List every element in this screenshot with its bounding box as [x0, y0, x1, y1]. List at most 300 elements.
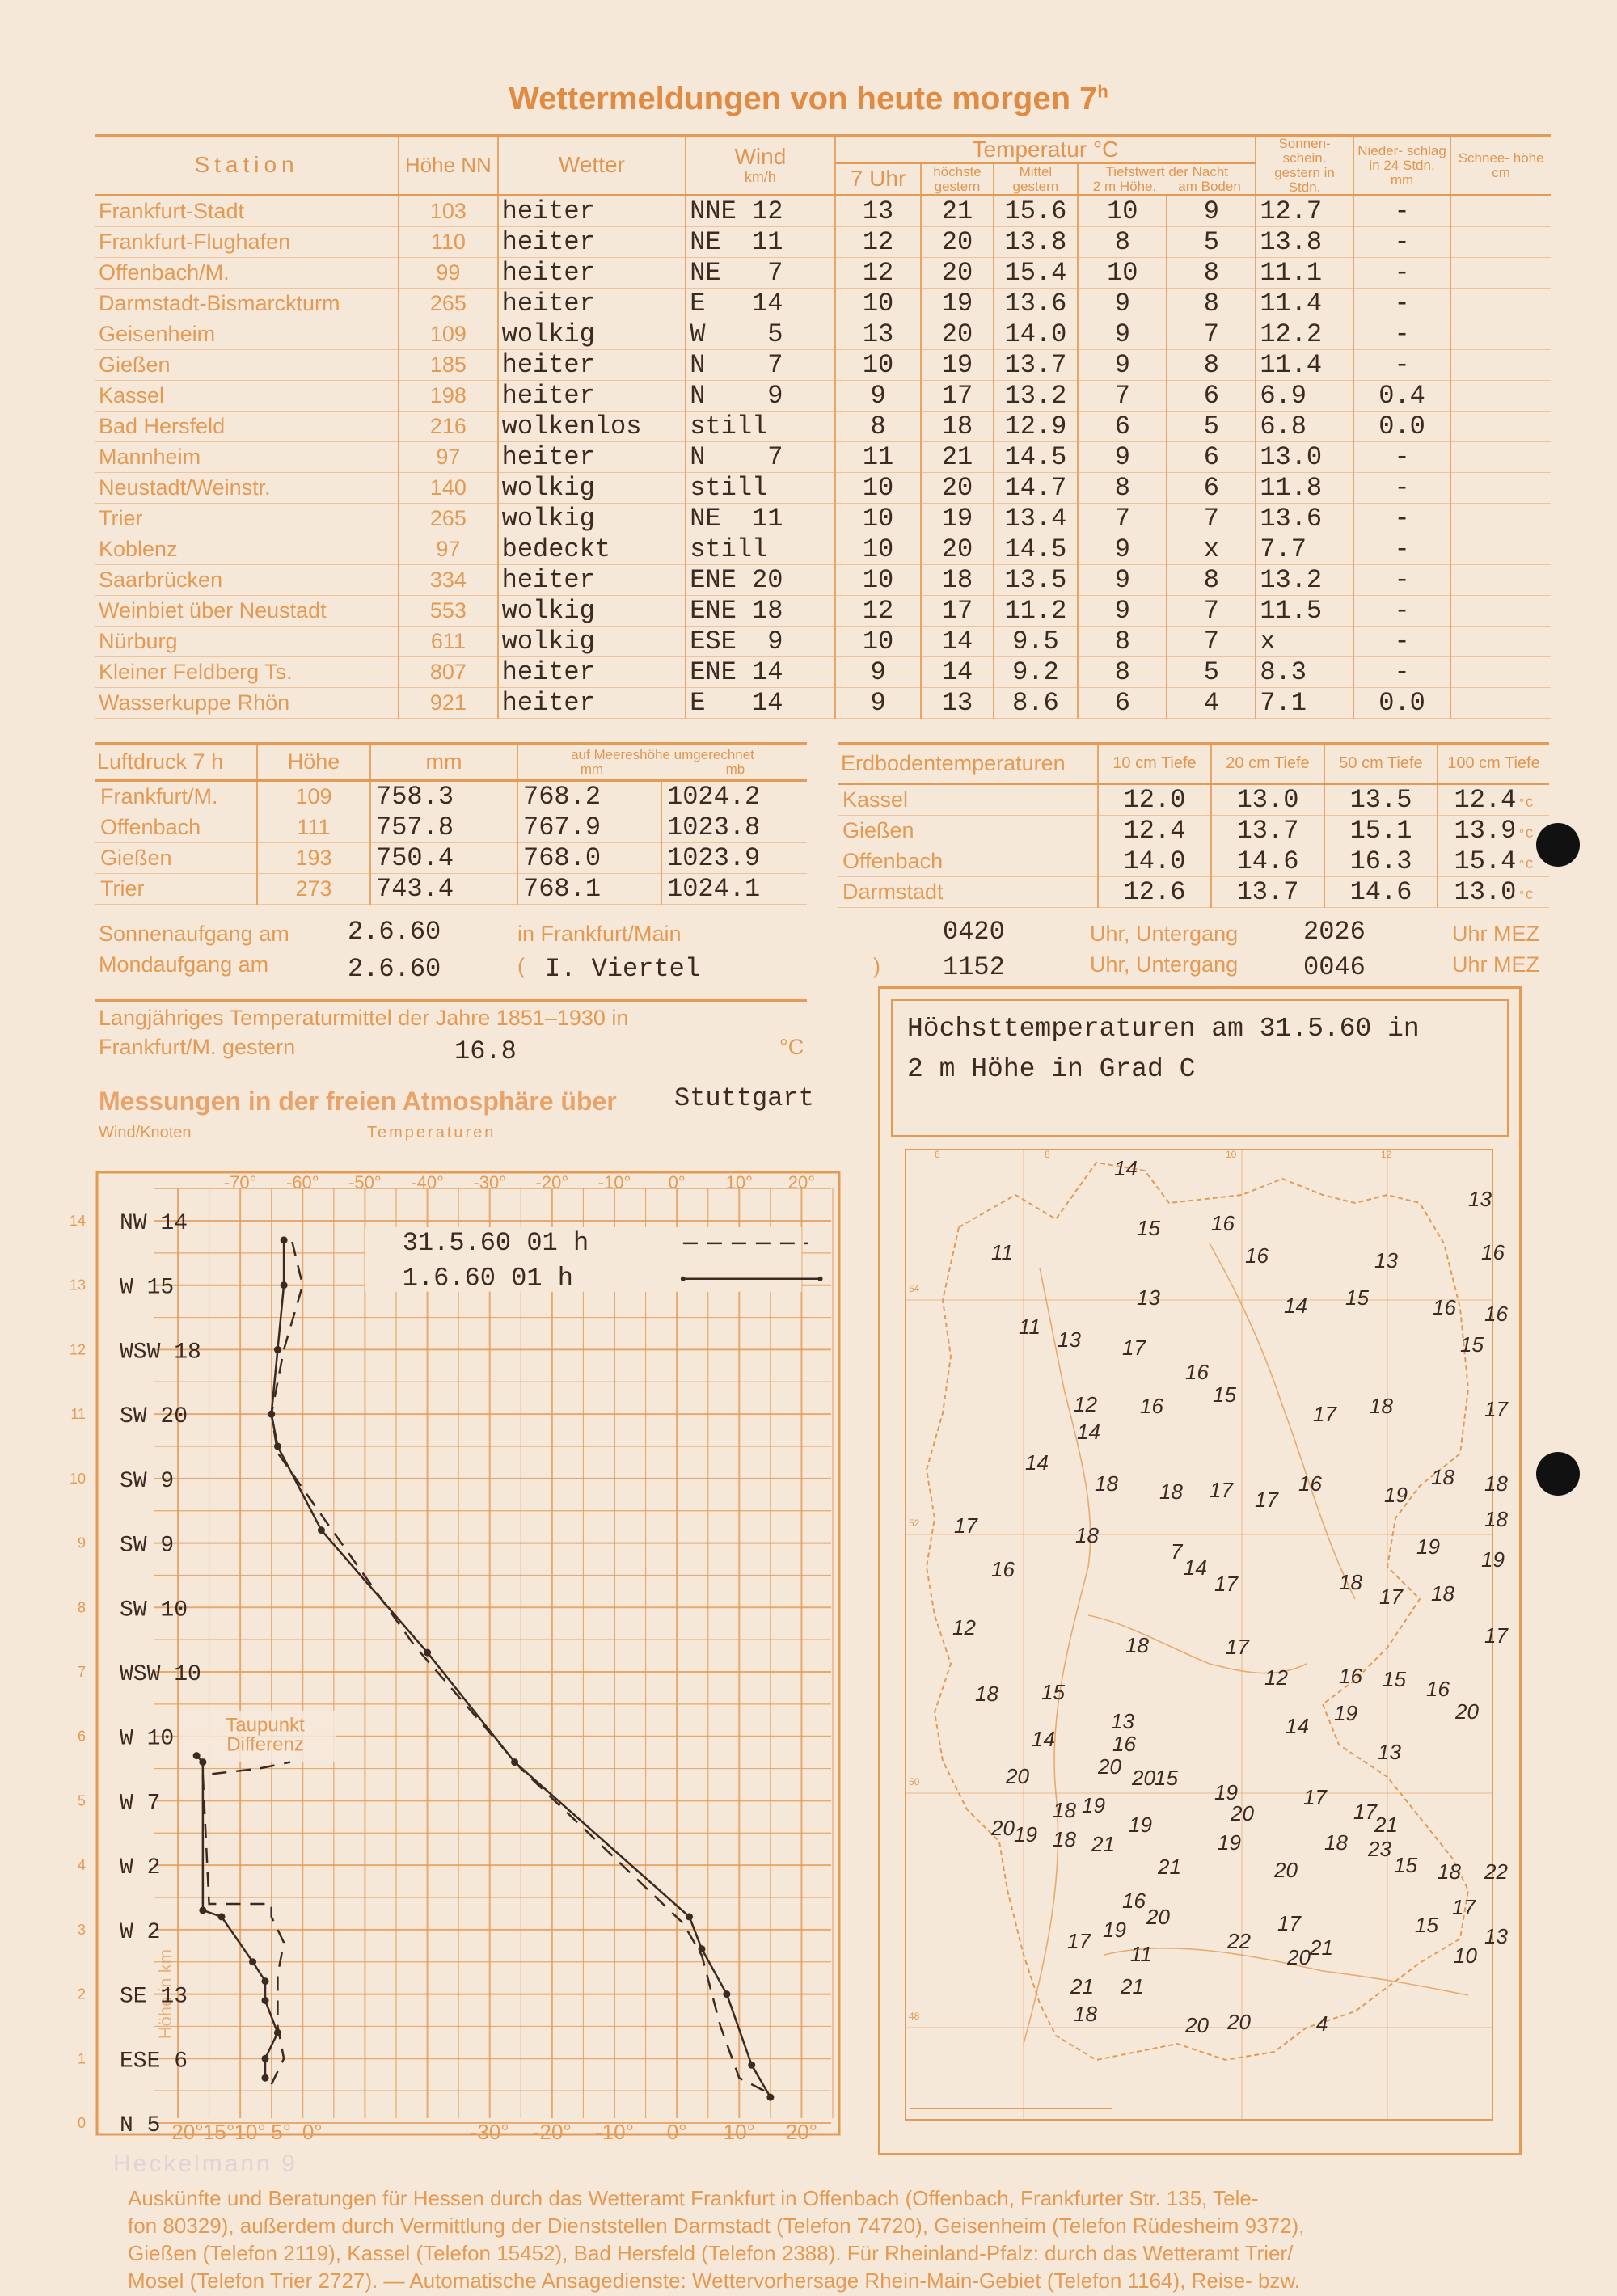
station-minground: x [1167, 534, 1256, 565]
map-temperature-value: 18 [1159, 1479, 1183, 1504]
page-title [0, 81, 1617, 117]
station-wind: ENE 14 [686, 657, 834, 688]
station-rain: - [1353, 504, 1450, 534]
map-lat-tick: 48 [909, 2011, 920, 2022]
soil-unit: °C [1518, 858, 1534, 872]
tiefst-2m: 2 m Höhe, [1092, 178, 1157, 194]
station-mean: 14.0 [994, 319, 1079, 350]
station-sun: 12.2 [1256, 319, 1353, 350]
station-wind: W 5 [686, 319, 834, 350]
station-rain: 0.4 [1353, 381, 1450, 412]
soil-d100: 13.9 °C [1454, 816, 1534, 846]
top-tick-label: -60° [285, 1172, 319, 1192]
map-title-2: 2 m Höhe in Grad C [907, 1054, 1196, 1084]
top-tick-label: -30° [473, 1172, 507, 1192]
station-weather: heiter [498, 196, 686, 227]
station-name: Nürburg [95, 627, 399, 657]
map-temperature-value: 16 [1140, 1394, 1163, 1418]
top-tick-label: -50° [348, 1172, 382, 1192]
station-min2m: 9 [1078, 319, 1167, 350]
height-tick: 2 [77, 1986, 86, 2003]
station-weather: heiter [498, 442, 686, 473]
map-temperature-value: 15 [1345, 1285, 1369, 1310]
station-snow [1450, 534, 1551, 565]
map-temperature-value: 14 [1184, 1555, 1207, 1580]
wind-label: W 7 [120, 1791, 161, 1817]
map-temperature-value: 17 [1277, 1911, 1301, 1935]
map-temperature-value: 18 [1095, 1471, 1118, 1496]
station-weather: heiter [498, 350, 686, 381]
map-temperature-value: 16 [1481, 1240, 1505, 1264]
map-temperature-value: 16 [1245, 1243, 1269, 1268]
station-t7: 13 [835, 196, 922, 227]
top-tick-label: -20° [535, 1172, 569, 1192]
map-temperature-value: 17 [1379, 1585, 1403, 1609]
map-temperature-value: 16 [1339, 1664, 1362, 1688]
map-temperature-value: 19 [1481, 1547, 1505, 1572]
map-temperature-value: 21 [1310, 1935, 1333, 1960]
station-mean: 14.5 [994, 442, 1079, 473]
station-snow [1450, 504, 1551, 534]
col-hoechste: höchste gestern [921, 163, 993, 196]
pressure-mm: mm [370, 744, 517, 781]
station-min2m: 9 [1078, 534, 1167, 565]
station-row [95, 565, 1551, 596]
map-temperature-value: 14 [1032, 1727, 1055, 1751]
map-temperature-value: 16 [1433, 1295, 1456, 1319]
map-temperature-value: 12 [1264, 1665, 1288, 1690]
station-height: 921 [399, 688, 498, 719]
station-sun: 11.5 [1256, 596, 1353, 627]
map-temperature-value: 15 [1460, 1332, 1484, 1357]
longterm-line1: Langjähriges Temperaturmittel der Jahre 1851–1930 in [99, 1006, 629, 1030]
map-temperature-value: 16 [1211, 1211, 1235, 1235]
station-sun: 8.3 [1256, 657, 1353, 688]
station-sun: 6.9 [1256, 381, 1353, 412]
map-temperature-value: 20 [1132, 1766, 1155, 1790]
map-temperature-value: 20 [1227, 2010, 1251, 2034]
map-temperature-value: 15 [1155, 1766, 1178, 1790]
series-point [262, 1997, 269, 2004]
station-t7: 10 [835, 627, 922, 657]
station-max: 13 [921, 688, 993, 719]
bottom-dew-tick: 10° [234, 2120, 266, 2144]
height-tick: 8 [77, 1599, 86, 1616]
station-sun: 7.1 [1256, 688, 1353, 719]
station-sun: 11.4 [1256, 289, 1353, 319]
station-mean: 12.9 [994, 412, 1079, 442]
moon-open: ( [517, 954, 525, 978]
map-temperature-value: 21 [1158, 1855, 1181, 1879]
bottom-temp-tick: -30° [470, 2120, 509, 2144]
station-name: Saarbrücken [95, 565, 399, 596]
map-temperature-value: 20 [1231, 1801, 1254, 1825]
soil-name: Kassel [838, 784, 1098, 816]
station-minground: 6 [1167, 381, 1256, 412]
map-river-rhine [1024, 1268, 1091, 2044]
station-t7: 10 [835, 289, 922, 319]
map-lat-tick: 50 [909, 1776, 920, 1787]
map-temperature-value: 23 [1368, 1837, 1391, 1861]
bottom-dew-tick: 20° [171, 2120, 204, 2144]
station-snow [1450, 227, 1551, 258]
map-temperature-value: 16 [1484, 1302, 1508, 1326]
station-t7: 10 [835, 473, 922, 504]
station-snow [1450, 565, 1551, 596]
moon-label: Mondaufgang am [99, 952, 269, 977]
station-snow [1450, 196, 1551, 227]
height-tick: 14 [69, 1213, 86, 1229]
map-temperature-value: 18 [1074, 2002, 1097, 2026]
station-height: 265 [399, 504, 498, 534]
pressure-mm: 750.4 [370, 843, 517, 874]
station-wind: N 7 [686, 442, 834, 473]
station-t7: 10 [835, 565, 922, 596]
pressure-sea-mm: mm [580, 761, 604, 777]
station-rain: - [1353, 258, 1450, 289]
series-point [262, 1977, 269, 1985]
height-tick: 1 [77, 2050, 86, 2067]
map-temperature-value: 18 [1431, 1581, 1454, 1606]
series-point [274, 1346, 281, 1353]
series-point [281, 1236, 288, 1243]
moon-date: 2.6.60 [348, 954, 441, 984]
station-wind: NE 11 [686, 504, 834, 534]
map-temperature-value: 17 [1484, 1623, 1508, 1648]
bottom-temp-tick: 0° [666, 2120, 687, 2144]
station-wind: still [686, 412, 834, 442]
station-height: 611 [399, 627, 498, 657]
moon-rise: 1152 [943, 952, 1005, 982]
soil-row [838, 846, 1549, 877]
map-temperature-value: 12 [1074, 1392, 1097, 1416]
soil-d100: 12.4 °C [1454, 785, 1534, 815]
station-snow [1450, 412, 1551, 442]
pressure-mb: 1024.2 [667, 782, 761, 812]
soil-unit: °C [1518, 888, 1534, 903]
wind-label: W 10 [120, 1726, 175, 1752]
top-tick-label: 0° [668, 1172, 686, 1192]
station-min2m: 8 [1078, 657, 1167, 688]
station-minground: 8 [1167, 350, 1256, 381]
station-min2m: 9 [1078, 442, 1167, 473]
station-weather: heiter [498, 565, 686, 596]
station-min2m: 6 [1078, 412, 1167, 442]
moon-set-label: Uhr, Untergang [1090, 952, 1239, 977]
station-rain: - [1353, 565, 1450, 596]
station-minground: 4 [1167, 688, 1256, 719]
map-temperature-value: 18 [1438, 1859, 1461, 1884]
station-max: 20 [921, 473, 993, 504]
station-min2m: 9 [1078, 565, 1167, 596]
map-lon-tick: 8 [1045, 1149, 1050, 1160]
station-sun: 6.8 [1256, 412, 1353, 442]
station-max: 17 [921, 596, 993, 627]
station-wind: NNE 12 [686, 196, 834, 227]
series-point [511, 1758, 518, 1766]
pressure-mm: 743.4 [370, 874, 517, 905]
series-point [199, 1906, 206, 1914]
dew-label-2: Differenz [226, 1733, 304, 1756]
wind-label: W 2 [120, 1855, 161, 1881]
wind-unit: km/h [744, 169, 776, 186]
series-point [274, 1443, 281, 1450]
pressure-rows [95, 781, 807, 905]
station-min2m: 7 [1078, 504, 1167, 534]
pressure-height: 109 [257, 781, 370, 812]
station-min2m: 9 [1078, 596, 1167, 627]
station-row [95, 473, 1551, 504]
station-t7: 9 [835, 688, 922, 719]
map-temperature-value: 17 [1255, 1488, 1278, 1512]
series-point [199, 1758, 206, 1766]
map-temperature-value: 17 [1313, 1402, 1336, 1426]
station-row [95, 319, 1551, 350]
map-temperature-value: 7 [1171, 1539, 1183, 1564]
station-min2m: 10 [1078, 258, 1167, 289]
map-temperature-value: 18 [1324, 1830, 1348, 1855]
soil-d100: 13.0 °C [1454, 877, 1534, 907]
station-mean: 13.4 [994, 504, 1079, 534]
map-temperature-value: 15 [1137, 1216, 1160, 1240]
map-temperature-value: 20 [1146, 1905, 1170, 1929]
map-temperature-value: 17 [1353, 1800, 1377, 1824]
map-temperature-value: 20 [1006, 1764, 1029, 1788]
station-weather: wolkig [498, 627, 686, 657]
tiefst-boden: am Boden [1178, 178, 1241, 194]
col-tiefst [1078, 163, 1256, 196]
footer-line-4: Mosel (Telefon Trier 2727). — Automatische Ansagedienste: Wettervorhersage Rhein-Main-Gebiet (Telefon 1164), Reise- bzw. [128, 2269, 1300, 2293]
station-height: 216 [399, 412, 498, 442]
station-row [95, 442, 1551, 473]
map-temperature-value: 16 [1185, 1360, 1209, 1384]
bottom-temp-tick: 10° [723, 2120, 755, 2144]
station-wind: ENE 18 [686, 596, 834, 627]
footer-text [128, 2184, 1567, 2294]
map-temperature-value: 16 [1426, 1677, 1450, 1701]
map-temperature-value: 15 [1383, 1667, 1406, 1691]
wind-label: SE 13 [120, 1984, 188, 2010]
map-temperature-value: 20 [1274, 1858, 1298, 1882]
series-point [262, 2055, 269, 2062]
station-height: 97 [399, 534, 498, 565]
station-height: 198 [399, 381, 498, 412]
col-nieder: Nieder- schlag in 24 Stdn. mm [1353, 136, 1450, 196]
station-min2m: 8 [1078, 473, 1167, 504]
station-wind: ENE 20 [686, 565, 834, 596]
station-name: Mannheim [95, 442, 399, 473]
map-temperature-value: 18 [1053, 1798, 1076, 1822]
station-wind: N 7 [686, 350, 834, 381]
station-row [95, 289, 1551, 319]
station-snow [1450, 289, 1551, 319]
pressure-mb: 1024.1 [667, 874, 761, 904]
station-rain: - [1353, 534, 1450, 565]
station-snow [1450, 688, 1551, 719]
station-max: 20 [921, 319, 993, 350]
map-temperature-value: 16 [1122, 1889, 1146, 1913]
map-temperature-value: 13 [1137, 1285, 1160, 1310]
map-temperature-value: 17 [1122, 1336, 1146, 1360]
station-max: 18 [921, 412, 993, 442]
station-rain: - [1353, 196, 1450, 227]
pressure-sea [517, 744, 807, 781]
station-minground: 5 [1167, 412, 1256, 442]
station-wind: E 14 [686, 289, 834, 319]
map-temperature-value: 17 [1484, 1397, 1508, 1421]
station-max: 17 [921, 381, 993, 412]
map-river-main [1088, 1615, 1307, 1673]
atmos-sub-wind: Wind/Knoten [99, 1124, 192, 1142]
series-point [193, 1752, 201, 1759]
map-temperature-value: 10 [1454, 1944, 1477, 1968]
station-max: 14 [921, 657, 993, 688]
station-mean: 15.4 [994, 258, 1079, 289]
map-temperature-value: 22 [1227, 1929, 1251, 1953]
station-height: 103 [399, 196, 498, 227]
station-min2m: 6 [1078, 688, 1167, 719]
station-rain: - [1353, 596, 1450, 627]
station-mean: 15.6 [994, 196, 1079, 227]
station-sun: 13.0 [1256, 442, 1353, 473]
soil-row [838, 877, 1549, 908]
pressure-name: Trier [95, 874, 257, 905]
map-lon-tick: 10 [1226, 1149, 1237, 1160]
pressure-sea_mm: 767.9 [517, 812, 661, 843]
station-minground: 5 [1167, 657, 1256, 688]
station-mean: 14.7 [994, 473, 1079, 504]
station-height: 265 [399, 289, 498, 319]
map-temperature-value: 17 [1303, 1785, 1327, 1809]
height-tick: 6 [77, 1728, 86, 1745]
map-temperature-value: 16 [1298, 1471, 1322, 1496]
map-temperature-value: 20 [1455, 1699, 1479, 1724]
soil-unit: °C [1518, 827, 1534, 842]
sun-set-label: Uhr, Untergang [1090, 922, 1239, 946]
station-name: Neustadt/Weinstr. [95, 473, 399, 504]
soil-d20: 14.6 [1211, 846, 1324, 877]
station-height: 553 [399, 596, 498, 627]
station-name: Kassel [95, 381, 399, 412]
station-snow [1450, 319, 1551, 350]
atmos-sub-temp: Temperaturen [367, 1124, 496, 1142]
station-minground: 5 [1167, 227, 1256, 258]
soil-d20: 13.0 [1211, 784, 1324, 816]
stamp: Heckelmann 9 [113, 2150, 298, 2177]
height-tick: 9 [77, 1534, 86, 1551]
height-tick: 0 [77, 2115, 86, 2131]
station-minground: 6 [1167, 473, 1256, 504]
series-point [262, 2074, 269, 2082]
station-name: Geisenheim [95, 319, 399, 350]
soil-d50: 16.3 [1324, 846, 1438, 877]
station-max: 18 [921, 565, 993, 596]
pressure-height: 273 [257, 874, 370, 905]
station-weather: wolkig [498, 504, 686, 534]
top-tick-label: 10° [725, 1172, 753, 1192]
map-temperature-value: 19 [1014, 1822, 1037, 1847]
pressure-sea_mm: 768.0 [517, 843, 661, 874]
station-sun: 13.8 [1256, 227, 1353, 258]
series-point [218, 1913, 226, 1920]
pressure-sea_mm: 768.2 [517, 781, 661, 812]
height-tick: 7 [77, 1664, 86, 1680]
station-row [95, 627, 1551, 657]
moon-set: 0046 [1303, 952, 1366, 982]
map-temperature-value: 13 [1111, 1709, 1134, 1733]
col-sonne: Sonnen- schein. gestern in Stdn. [1256, 136, 1353, 196]
col-t7: 7 Uhr [835, 163, 922, 196]
pressure-name: Offenbach [95, 812, 257, 843]
map-temperature-value: 18 [1484, 1507, 1508, 1531]
station-min2m: 9 [1078, 350, 1167, 381]
sun-label: Sonnenaufgang am [99, 922, 289, 946]
map-temperature-value: 21 [1091, 1832, 1115, 1856]
station-row [95, 196, 1551, 227]
station-min2m: 7 [1078, 381, 1167, 412]
top-tick-label: 20° [787, 1172, 816, 1192]
station-minground: 8 [1167, 258, 1256, 289]
col-mittel: Mittel gestern [994, 163, 1079, 196]
map-temperature-value: 15 [1415, 1913, 1438, 1937]
station-weather: wolkenlos [498, 412, 686, 442]
soil-label: Erdbodentemperaturen [838, 744, 1098, 784]
chart-frame [97, 1172, 839, 2134]
map-temperature-value: 18 [1339, 1570, 1362, 1594]
station-row [95, 534, 1551, 565]
station-max: 14 [921, 627, 993, 657]
pressure-row [95, 874, 807, 905]
series-point [268, 1411, 275, 1418]
station-minground: 7 [1167, 627, 1256, 657]
moon-phase: I. Viertel [545, 954, 701, 984]
map-temperature-value: 14 [1077, 1420, 1100, 1444]
atmos-title: Messungen in der freien Atmosphäre über [99, 1087, 617, 1116]
wind-label: SW 9 [120, 1468, 175, 1494]
pressure-sea-mb: mb [725, 761, 745, 777]
pressure-mb: 1023.9 [667, 843, 761, 873]
pressure-mb: 1023.8 [667, 812, 761, 842]
station-mean: 13.2 [994, 381, 1079, 412]
height-tick: 12 [69, 1341, 86, 1358]
legend-dot [818, 1277, 823, 1281]
station-weather: wolkig [498, 473, 686, 504]
wind-label: W 15 [120, 1275, 175, 1301]
map-temperature-value: 12 [952, 1615, 976, 1640]
station-snow [1450, 350, 1551, 381]
station-min2m: 9 [1078, 289, 1167, 319]
map-temperature-value: 18 [1075, 1523, 1099, 1547]
station-minground: 7 [1167, 504, 1256, 534]
col-wind [686, 136, 834, 196]
longterm-line2: Frankfurt/M. gestern [99, 1035, 296, 1059]
station-wind: NE 7 [686, 258, 834, 289]
map-temperature-value: 18 [975, 1682, 998, 1706]
height-tick: 11 [70, 1406, 86, 1423]
map-temperature-value: 22 [1484, 1859, 1508, 1884]
height-tick: 13 [69, 1277, 86, 1294]
soil-d10: 12.4 [1098, 816, 1211, 846]
station-t7: 9 [835, 381, 922, 412]
station-name: Darmstadt-Bismarckturm [95, 289, 399, 319]
map-temperature-value: 4 [1316, 2011, 1328, 2036]
height-tick: 5 [77, 1792, 86, 1809]
legend-2: 1.6.60 01 h [402, 1263, 573, 1294]
map-temperature-value: 13 [1378, 1740, 1401, 1764]
wind-label: W 2 [120, 1919, 161, 1945]
wind-label: NW 14 [120, 1211, 188, 1236]
bottom-dew-tick: 0° [302, 2120, 323, 2144]
